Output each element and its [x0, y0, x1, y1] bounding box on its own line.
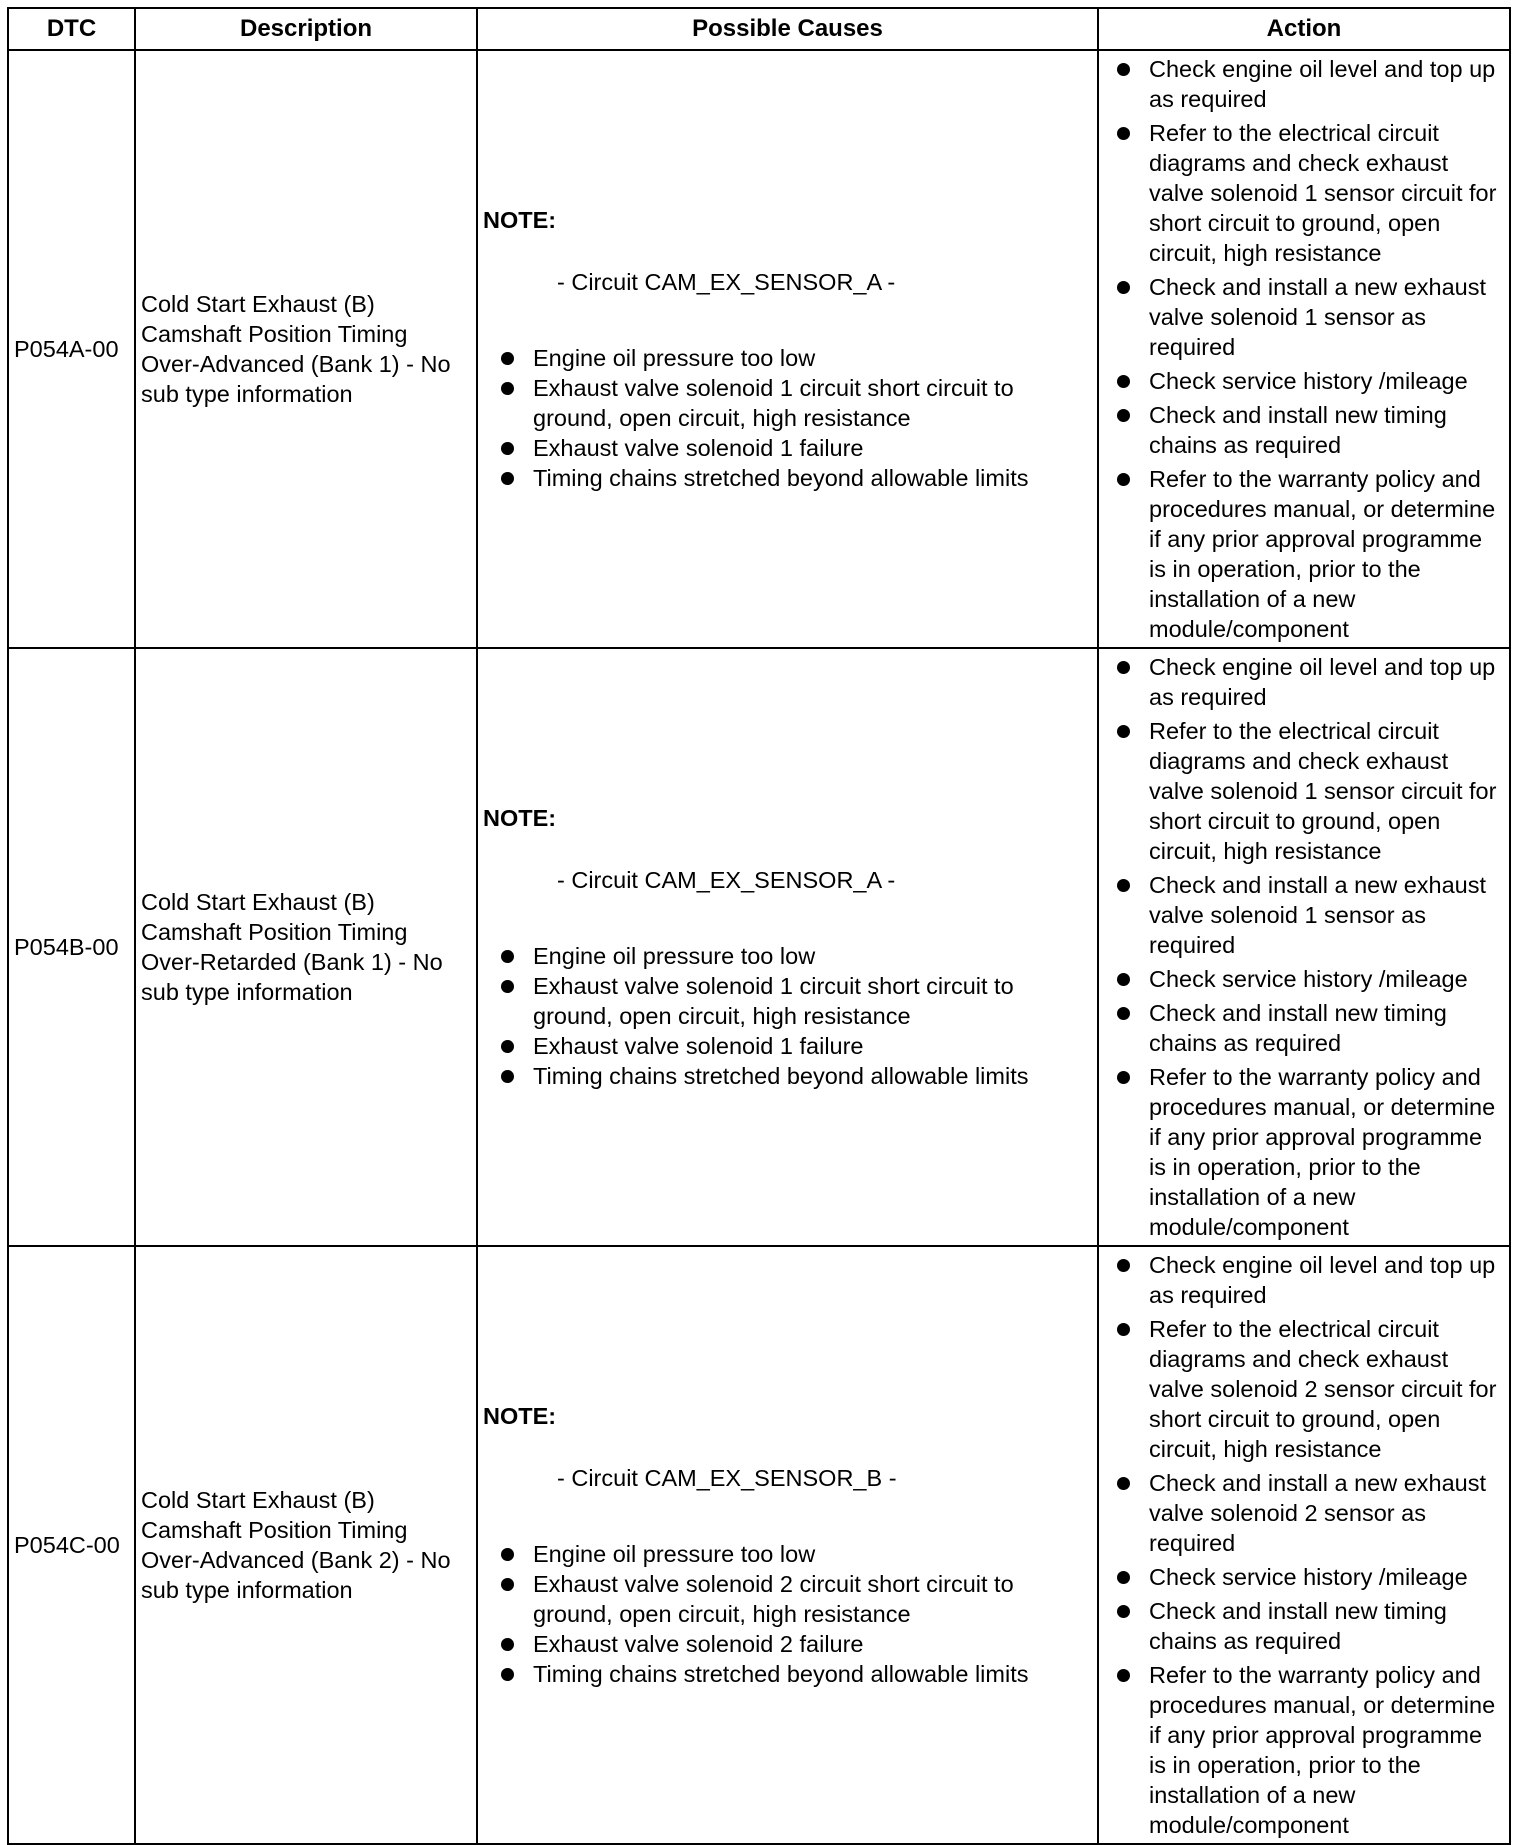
possible-causes-cell	[477, 1246, 1098, 1844]
cause-text: Engine oil pressure too low	[533, 345, 816, 371]
bullet-icon	[1117, 1071, 1130, 1084]
table-header-row	[8, 8, 1510, 50]
list-item	[1117, 964, 1505, 994]
action-text: Refer to the warranty policy and procedures manual, or determine if any prior approval programme is in operation, prior to the installation of a new module/component	[1149, 1064, 1496, 1240]
dtc-description: Cold Start Exhaust (B) Camshaft Position Timing Over-Advanced (Bank 2) - No sub type information	[135, 1246, 477, 1844]
dtc-code: P054C-00	[8, 1246, 135, 1844]
action-text: Refer to the electrical circuit diagrams and check exhaust valve solenoid 1 sensor circuit for short circuit to ground, open circuit, high resistance	[1149, 120, 1497, 266]
bullet-icon	[501, 472, 514, 485]
bullet-icon	[1117, 879, 1130, 892]
list-item	[1117, 652, 1505, 712]
action-text: Refer to the electrical circuit diagrams and check exhaust valve solenoid 1 sensor circuit for short circuit to ground, open circuit, high resistance	[1149, 718, 1497, 864]
action-text: Check service history /mileage	[1149, 966, 1468, 992]
action-text: Refer to the electrical circuit diagrams and check exhaust valve solenoid 2 sensor circuit for short circuit to ground, open circuit, high resistance	[1149, 1316, 1497, 1462]
bullet-icon	[1117, 1571, 1130, 1584]
note-label: NOTE:	[483, 1403, 557, 1429]
bullet-icon	[501, 442, 514, 455]
bullet-icon	[1117, 63, 1130, 76]
action-cell	[1098, 50, 1510, 648]
bullet-icon	[501, 950, 514, 963]
list-item	[1117, 1250, 1505, 1310]
list-item	[501, 1629, 1093, 1659]
dtc-description: Cold Start Exhaust (B) Camshaft Position Timing Over-Retarded (Bank 1) - No sub type information	[135, 648, 477, 1246]
list-item	[1117, 1660, 1505, 1840]
cause-list	[483, 1539, 1093, 1689]
cause-text: Engine oil pressure too low	[533, 943, 816, 969]
circuit-label: - Circuit CAM_EX_SENSOR_B -	[557, 1465, 897, 1491]
action-text: Check engine oil level and top up as required	[1149, 1252, 1496, 1308]
bullet-icon	[501, 1040, 514, 1053]
bullet-icon	[1117, 473, 1130, 486]
bullet-icon	[1117, 409, 1130, 422]
bullet-icon	[501, 1638, 514, 1651]
circuit-label: - Circuit CAM_EX_SENSOR_A -	[557, 867, 896, 893]
list-item	[1117, 1562, 1505, 1592]
list-item	[1117, 54, 1505, 114]
dtc-table	[7, 7, 1511, 1845]
action-text: Check and install new timing chains as required	[1149, 1000, 1447, 1056]
table-row	[8, 1246, 1510, 1844]
list-item	[501, 1539, 1093, 1569]
bullet-icon	[1117, 281, 1130, 294]
list-item	[1117, 464, 1505, 644]
list-item	[501, 373, 1093, 433]
possible-causes-cell	[477, 50, 1098, 648]
bullet-icon	[501, 980, 514, 993]
circuit-label: - Circuit CAM_EX_SENSOR_A -	[557, 269, 896, 295]
bullet-icon	[1117, 973, 1130, 986]
list-item	[1117, 118, 1505, 268]
cause-text: Exhaust valve solenoid 2 failure	[533, 1631, 864, 1657]
action-text: Check and install a new exhaust valve solenoid 2 sensor as required	[1149, 1470, 1487, 1556]
bullet-icon	[1117, 127, 1130, 140]
list-item	[501, 971, 1093, 1031]
list-item	[501, 433, 1093, 463]
action-text: Check and install a new exhaust valve solenoid 1 sensor as required	[1149, 872, 1487, 958]
bullet-icon	[501, 1578, 514, 1591]
cause-text: Exhaust valve solenoid 1 failure	[533, 435, 864, 461]
list-item	[501, 1031, 1093, 1061]
bullet-icon	[501, 1668, 514, 1681]
list-item	[1117, 400, 1505, 460]
header-possible-causes: Possible Causes	[477, 8, 1098, 50]
action-list	[1117, 54, 1505, 644]
note-label: NOTE:	[483, 805, 557, 831]
list-item	[1117, 1596, 1505, 1656]
cause-text: Engine oil pressure too low	[533, 1541, 816, 1567]
dtc-code: P054A-00	[8, 50, 135, 648]
list-item	[1117, 1314, 1505, 1464]
header-action: Action	[1098, 8, 1510, 50]
list-item	[1117, 272, 1505, 362]
action-text: Check service history /mileage	[1149, 368, 1468, 394]
cause-text: Timing chains stretched beyond allowable limits	[533, 465, 1029, 491]
action-text: Check engine oil level and top up as required	[1149, 654, 1496, 710]
list-item	[1117, 1062, 1505, 1242]
action-list	[1117, 1250, 1505, 1840]
bullet-icon	[1117, 1259, 1130, 1272]
list-item	[501, 1659, 1093, 1689]
list-item	[501, 343, 1093, 373]
bullet-icon	[501, 382, 514, 395]
possible-causes-cell	[477, 648, 1098, 1246]
cause-list	[483, 941, 1093, 1091]
action-text: Check service history /mileage	[1149, 1564, 1468, 1590]
action-list	[1117, 652, 1505, 1242]
bullet-icon	[1117, 1007, 1130, 1020]
list-item	[1117, 366, 1505, 396]
list-item	[1117, 716, 1505, 866]
bullet-icon	[1117, 1477, 1130, 1490]
cause-text: Exhaust valve solenoid 1 failure	[533, 1033, 864, 1059]
action-text: Check and install new timing chains as required	[1149, 1598, 1447, 1654]
table-row	[8, 50, 1510, 648]
bullet-icon	[1117, 1323, 1130, 1336]
bullet-icon	[1117, 375, 1130, 388]
cause-text: Exhaust valve solenoid 1 circuit short circuit to ground, open circuit, high resistance	[533, 973, 1014, 1029]
header-dtc: DTC	[8, 8, 135, 50]
cause-text: Timing chains stretched beyond allowable limits	[533, 1063, 1029, 1089]
list-item	[1117, 1468, 1505, 1558]
table-row	[8, 648, 1510, 1246]
bullet-icon	[501, 1548, 514, 1561]
list-item	[1117, 998, 1505, 1058]
list-item	[501, 463, 1093, 493]
action-text: Check engine oil level and top up as required	[1149, 56, 1496, 112]
bullet-icon	[1117, 1669, 1130, 1682]
action-text: Refer to the warranty policy and procedures manual, or determine if any prior approval programme is in operation, prior to the installation of a new module/component	[1149, 1662, 1496, 1838]
cause-text: Exhaust valve solenoid 2 circuit short circuit to ground, open circuit, high resistance	[533, 1571, 1014, 1627]
list-item	[501, 1061, 1093, 1091]
list-item	[501, 1569, 1093, 1629]
cause-text: Timing chains stretched beyond allowable limits	[533, 1661, 1029, 1687]
cause-text: Exhaust valve solenoid 1 circuit short circuit to ground, open circuit, high resistance	[533, 375, 1014, 431]
bullet-icon	[1117, 725, 1130, 738]
bullet-icon	[501, 1070, 514, 1083]
action-text: Check and install new timing chains as required	[1149, 402, 1447, 458]
action-cell	[1098, 648, 1510, 1246]
dtc-description: Cold Start Exhaust (B) Camshaft Position Timing Over-Advanced (Bank 1) - No sub type information	[135, 50, 477, 648]
action-cell	[1098, 1246, 1510, 1844]
header-description: Description	[135, 8, 477, 50]
list-item	[501, 941, 1093, 971]
action-text: Check and install a new exhaust valve solenoid 1 sensor as required	[1149, 274, 1487, 360]
action-text: Refer to the warranty policy and procedures manual, or determine if any prior approval programme is in operation, prior to the installation of a new module/component	[1149, 466, 1496, 642]
list-item	[1117, 870, 1505, 960]
bullet-icon	[1117, 661, 1130, 674]
bullet-icon	[501, 352, 514, 365]
note-label: NOTE:	[483, 207, 557, 233]
bullet-icon	[1117, 1605, 1130, 1618]
dtc-code: P054B-00	[8, 648, 135, 1246]
cause-list	[483, 343, 1093, 493]
